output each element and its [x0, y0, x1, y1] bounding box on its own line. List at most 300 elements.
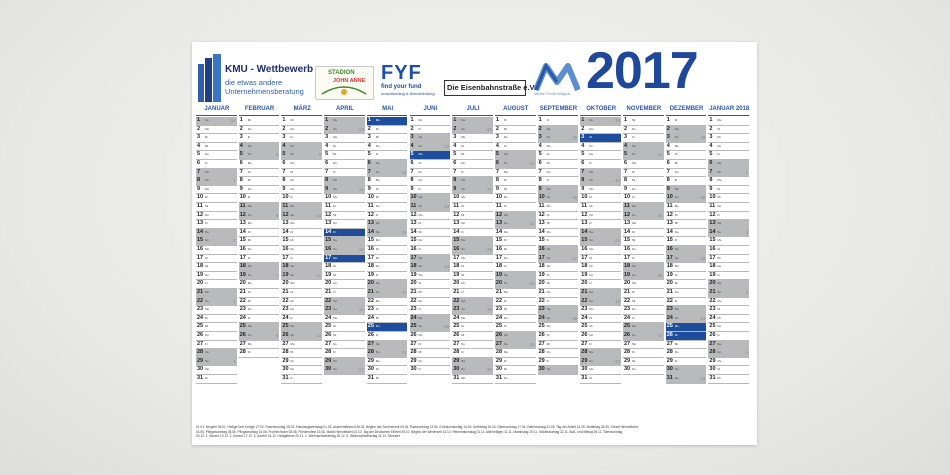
month-header-rule — [367, 115, 408, 116]
day-number: 26 — [367, 332, 374, 338]
weekday-abbr: So — [717, 229, 722, 234]
day-number: 29 — [495, 357, 503, 364]
weekday-abbr: So — [290, 212, 295, 217]
day-number: 9 — [624, 185, 628, 192]
weekday-abbr: Do — [717, 143, 722, 148]
week-number: 13 — [358, 126, 364, 132]
day-cell — [666, 220, 707, 229]
day-cell — [580, 229, 621, 238]
day-number: 15 — [453, 237, 460, 244]
weekday-abbr: So — [674, 376, 679, 380]
weekday-abbr: Sa — [461, 298, 465, 303]
day-cell — [281, 246, 322, 255]
day-cell — [196, 315, 237, 324]
day-cell — [239, 272, 280, 281]
day-cell — [410, 255, 451, 264]
weekday-abbr: Fr — [247, 315, 251, 320]
day-number: 13 — [709, 220, 716, 227]
day-cell — [666, 177, 707, 186]
weekday-abbr: Sa — [333, 358, 337, 363]
weekday-abbr: Sa — [674, 247, 679, 251]
day-cell — [580, 323, 621, 332]
day-number: 2 — [709, 125, 713, 132]
day-cell — [239, 246, 280, 255]
day-cell — [538, 298, 579, 307]
day-cell — [239, 298, 280, 307]
weekday-abbr: Sa — [674, 186, 679, 191]
day-cell — [452, 194, 493, 203]
day-cell — [452, 151, 493, 160]
day-number: 16 — [282, 246, 289, 252]
day-cell — [410, 203, 451, 212]
day-cell — [239, 332, 280, 341]
day-cell — [367, 315, 408, 324]
day-number: 23 — [197, 306, 204, 313]
day-cell — [239, 323, 280, 332]
day-cell — [580, 341, 621, 350]
day-cell — [196, 194, 237, 203]
weekday-abbr: Mi — [205, 143, 209, 148]
day-number: 22 — [666, 297, 673, 304]
weekday-abbr: Mi — [503, 307, 508, 312]
day-cell — [495, 375, 536, 384]
day-cell — [666, 186, 707, 195]
day-number: 20 — [495, 280, 503, 287]
fyf-subtitle: find your fund — [381, 84, 422, 90]
day-number: 1 — [282, 117, 286, 123]
day-number: 21 — [453, 289, 460, 295]
day-cell — [196, 229, 237, 238]
weekday-abbr: Do — [717, 204, 722, 208]
weekday-abbr: Do — [205, 152, 209, 157]
day-cell — [410, 220, 451, 229]
day-number: 19 — [410, 271, 417, 278]
day-number: 28 — [538, 349, 545, 356]
weekday-abbr: Mo — [333, 255, 338, 260]
weekday-abbr: Sa — [333, 178, 337, 183]
day-cell — [196, 186, 237, 195]
week-number: 3 — [745, 290, 749, 295]
weekday-abbr: Sa — [717, 221, 722, 226]
day-number: 9 — [367, 185, 371, 192]
day-cell — [580, 366, 621, 375]
kmu-title: KMU - Wettbewerb — [225, 64, 314, 75]
day-cell — [580, 220, 621, 229]
day-cell — [410, 134, 451, 143]
day-cell — [708, 151, 749, 160]
day-number: 4 — [453, 142, 457, 149]
weekday-abbr: So — [375, 229, 380, 234]
weekday-abbr: Mo — [589, 367, 594, 372]
weekday-abbr: So — [461, 186, 465, 191]
day-number: 24 — [410, 314, 417, 321]
day-cell — [623, 134, 664, 143]
day-number: 14 — [197, 228, 204, 235]
day-number: 5 — [282, 151, 286, 158]
day-cell — [580, 332, 621, 341]
weekday-abbr: Di — [247, 229, 251, 234]
weekday-abbr: Di — [461, 324, 465, 329]
week-number: 52 — [230, 118, 236, 123]
day-number: 1 — [495, 117, 499, 123]
day-number: 26 — [197, 332, 204, 338]
day-cell — [495, 280, 536, 289]
day-cell — [666, 298, 707, 307]
day-cell — [538, 212, 579, 221]
day-cell — [367, 143, 408, 152]
day-number: 11 — [367, 203, 374, 209]
day-cell — [324, 126, 365, 135]
day-cell — [239, 177, 280, 186]
day-cell — [495, 151, 536, 160]
weekday-abbr: Do — [546, 290, 551, 294]
day-number: 24 — [709, 314, 716, 321]
day-number: 9 — [538, 185, 542, 192]
day-number: 13 — [495, 220, 503, 227]
day-number: 21 — [581, 289, 588, 295]
day-cell — [281, 169, 322, 178]
weekday-abbr: Do — [461, 161, 466, 165]
day-cell — [410, 246, 451, 255]
month-header-rule — [196, 115, 237, 116]
day-cell — [281, 255, 322, 264]
day-number: 15 — [410, 237, 417, 244]
weekday-abbr: Mo — [205, 126, 210, 131]
day-cell — [666, 332, 707, 341]
month-header: DEZEMBER — [669, 106, 704, 112]
day-number: 7 — [624, 168, 628, 175]
weekday-abbr: Sa — [674, 367, 679, 372]
day-number: 18 — [453, 263, 460, 270]
fyf-logo — [377, 62, 437, 100]
day-number: 8 — [666, 177, 670, 184]
weekday-abbr: So — [247, 212, 252, 217]
day-cell — [239, 143, 280, 152]
weekday-abbr: Mi — [674, 341, 678, 346]
weekday-abbr: Sa — [546, 186, 551, 191]
day-cell — [495, 186, 536, 195]
weekday-abbr: Mi — [717, 376, 721, 380]
weekday-abbr: Di — [632, 350, 635, 355]
day-cell — [708, 160, 749, 169]
day-number: 30 — [367, 366, 374, 373]
day-number: 14 — [666, 228, 673, 235]
weekday-abbr: Fr — [546, 118, 550, 122]
weekday-abbr: Mi — [461, 272, 465, 277]
month-header: AUGUST — [503, 106, 529, 112]
day-cell — [196, 280, 237, 289]
day-number: 28 — [410, 349, 417, 356]
day-cell — [538, 341, 579, 350]
weekday-abbr: Fr — [674, 178, 678, 183]
day-number: 6 — [282, 160, 286, 166]
day-cell — [452, 160, 493, 169]
day-cell — [196, 272, 237, 281]
eisenbahnstrasse-logo — [444, 80, 536, 96]
weekday-abbr: So — [717, 350, 722, 355]
weekday-abbr: Di — [290, 290, 294, 294]
weekday-abbr: Sa — [632, 264, 636, 269]
weekday-abbr: Do — [290, 247, 295, 251]
day-cell — [281, 177, 322, 186]
day-number: 29 — [282, 357, 289, 364]
weekday-abbr: Fr — [418, 126, 422, 131]
day-cell — [452, 306, 493, 315]
day-number: 2 — [282, 125, 286, 132]
day-cell — [495, 332, 536, 341]
month-header: JANUAR 2018 — [709, 106, 750, 112]
weekday-abbr: Do — [503, 135, 508, 140]
weekday-abbr: Di — [418, 341, 422, 346]
day-cell — [666, 246, 707, 255]
weekday-abbr: Sa — [333, 118, 337, 122]
day-number: 2 — [453, 125, 457, 132]
weekday-abbr: Mo — [461, 195, 466, 200]
weekday-abbr: Sa — [589, 169, 593, 174]
day-number: 2 — [367, 125, 371, 132]
day-number: 8 — [367, 177, 371, 184]
day-cell — [196, 358, 237, 367]
day-cell — [281, 220, 322, 229]
weekday-abbr: Mi — [589, 204, 593, 208]
day-number: 7 — [538, 168, 542, 175]
weekday-abbr: Sa — [503, 212, 508, 217]
day-cell — [580, 151, 621, 160]
day-number: 5 — [581, 151, 585, 158]
day-cell — [367, 186, 408, 195]
day-number: 31 — [581, 375, 588, 381]
weekday-abbr: Fr — [290, 135, 294, 140]
day-number: 24 — [624, 314, 631, 321]
weekday-abbr: Fr — [632, 315, 635, 320]
day-number: 30 — [495, 366, 503, 373]
weekday-abbr: Fr — [461, 169, 465, 174]
day-number: 14 — [239, 228, 246, 235]
month-header-rule — [708, 115, 749, 116]
week-number: 12 — [316, 333, 322, 338]
weekday-abbr: Mi — [461, 333, 465, 337]
weekday-abbr: Di — [632, 229, 635, 234]
day-number: 4 — [239, 142, 243, 149]
day-cell — [623, 306, 664, 315]
weekday-abbr: Fr — [546, 298, 550, 303]
empty-day-cell — [538, 375, 579, 384]
weekday-abbr: Mi — [589, 264, 593, 269]
day-number: 27 — [410, 340, 417, 347]
empty-day-cell — [239, 358, 280, 367]
weekday-abbr: Di — [418, 221, 422, 226]
day-cell — [324, 169, 365, 178]
weekday-abbr: Fr — [247, 195, 251, 200]
day-cell — [623, 263, 664, 272]
day-cell — [239, 315, 280, 324]
weekday-abbr: Fr — [418, 186, 422, 191]
day-number: 19 — [325, 271, 332, 278]
weekday-abbr: Mo — [589, 186, 594, 191]
week-number: 22 — [444, 143, 450, 149]
day-cell — [196, 203, 237, 212]
weekday-abbr: Do — [418, 238, 423, 243]
weekday-abbr: Mo — [461, 315, 466, 320]
day-cell — [708, 203, 749, 212]
week-number: 18 — [401, 169, 407, 175]
day-number: 14 — [325, 228, 332, 235]
weekday-abbr: Sa — [205, 229, 209, 234]
day-cell — [239, 220, 280, 229]
day-number: 14 — [282, 228, 289, 235]
day-cell — [324, 151, 365, 160]
weekday-abbr: Di — [546, 272, 550, 277]
week-number: 20 — [401, 290, 407, 295]
day-cell — [538, 358, 579, 367]
day-cell — [495, 255, 536, 264]
month-header: NOVEMBER — [626, 106, 662, 112]
day-number: 26 — [282, 332, 289, 338]
month-header-rule — [239, 115, 280, 116]
day-number: 12 — [709, 211, 716, 218]
day-number: 1 — [410, 117, 414, 123]
day-number: 11 — [410, 203, 417, 209]
day-cell — [495, 289, 536, 298]
day-cell — [495, 263, 536, 272]
day-number: 10 — [581, 194, 588, 201]
weekday-abbr: Fr — [333, 290, 336, 294]
day-number: 12 — [282, 211, 289, 218]
day-cell — [196, 237, 237, 246]
week-number: 31 — [529, 161, 535, 166]
day-cell — [410, 160, 451, 169]
day-cell — [495, 143, 536, 152]
day-cell — [281, 186, 322, 195]
day-cell — [666, 323, 707, 332]
weekday-abbr: Do — [674, 169, 679, 174]
day-cell — [623, 366, 664, 375]
week-number: 23 — [444, 204, 450, 209]
day-number: 18 — [495, 263, 503, 270]
weekday-abbr: Do — [205, 333, 209, 337]
day-number: 30 — [666, 366, 673, 373]
day-cell — [410, 289, 451, 298]
day-number: 8 — [709, 177, 713, 184]
week-number: 10 — [316, 212, 322, 218]
weekday-abbr: Mo — [205, 247, 210, 251]
weekday-abbr: Mi — [375, 255, 379, 260]
day-number: 24 — [197, 314, 204, 321]
day-number: 16 — [581, 246, 588, 252]
day-cell — [452, 246, 493, 255]
day-cell — [324, 323, 365, 332]
day-number: 13 — [624, 220, 631, 227]
weekday-abbr: Mo — [418, 272, 423, 277]
day-number: 23 — [367, 306, 374, 313]
day-cell — [324, 315, 365, 324]
day-number: 2 — [624, 125, 628, 132]
day-cell — [281, 280, 322, 289]
day-cell — [367, 229, 408, 238]
week-number: 51 — [700, 315, 706, 321]
day-cell — [239, 194, 280, 203]
day-number: 19 — [666, 271, 673, 278]
week-number: 17 — [358, 367, 364, 373]
weekday-abbr: Sa — [589, 350, 593, 355]
day-cell — [281, 194, 322, 203]
day-cell — [452, 315, 493, 324]
day-number: 16 — [495, 246, 503, 252]
day-cell — [324, 194, 365, 203]
day-number: 12 — [453, 211, 460, 218]
weekday-abbr: Sa — [503, 272, 508, 277]
weekday-abbr: Mi — [674, 221, 678, 226]
fyf-title: FYF — [381, 62, 422, 84]
day-number: 4 — [581, 142, 585, 149]
day-cell — [538, 177, 579, 186]
day-cell — [367, 306, 408, 315]
day-cell — [580, 203, 621, 212]
day-cell — [538, 306, 579, 315]
weekday-abbr: So — [461, 367, 465, 372]
day-number: 7 — [197, 168, 201, 175]
day-cell — [623, 280, 664, 289]
day-number: 16 — [709, 246, 716, 252]
week-number: 35 — [572, 135, 578, 141]
day-cell — [708, 194, 749, 203]
weekday-abbr: Do — [503, 315, 508, 320]
weekday-abbr: Fr — [674, 118, 678, 122]
day-cell — [281, 126, 322, 135]
day-number: 1 — [325, 117, 329, 123]
day-number: 28 — [624, 349, 631, 356]
day-number: 26 — [581, 332, 588, 338]
weekday-abbr: Di — [717, 186, 721, 191]
day-cell — [538, 126, 579, 135]
day-number: 30 — [197, 366, 204, 373]
day-cell — [281, 366, 322, 375]
day-cell — [367, 298, 408, 307]
weekday-abbr: Sa — [717, 341, 722, 346]
day-number: 24 — [581, 314, 588, 321]
weekday-abbr: Mi — [589, 324, 593, 329]
day-cell — [281, 358, 322, 367]
weekday-abbr: So — [375, 290, 380, 294]
day-cell — [708, 263, 749, 272]
weekday-abbr: Do — [418, 178, 423, 183]
day-number: 27 — [239, 340, 246, 347]
weekday-abbr: Di — [461, 143, 465, 148]
day-number: 10 — [325, 194, 332, 201]
day-cell — [580, 358, 621, 367]
weekday-abbr: Mi — [717, 315, 721, 320]
day-number: 23 — [410, 306, 417, 313]
weekday-abbr: Sa — [503, 333, 508, 337]
day-number: 30 — [709, 366, 716, 373]
day-number: 8 — [495, 177, 499, 184]
week-number: 15 — [358, 247, 364, 252]
weekday-abbr: Mi — [503, 367, 508, 372]
weekday-abbr: So — [205, 118, 209, 122]
weekday-abbr: Do — [503, 376, 508, 380]
day-cell — [410, 298, 451, 307]
day-cell — [324, 341, 365, 350]
day-number: 24 — [239, 314, 246, 321]
day-number: 22 — [410, 297, 417, 304]
empty-day-cell — [410, 375, 451, 384]
day-cell — [281, 263, 322, 272]
day-number: 18 — [581, 263, 588, 270]
day-number: 2 — [495, 125, 499, 132]
weekday-abbr: Sa — [461, 118, 465, 122]
day-cell — [708, 186, 749, 195]
day-cell — [666, 151, 707, 160]
